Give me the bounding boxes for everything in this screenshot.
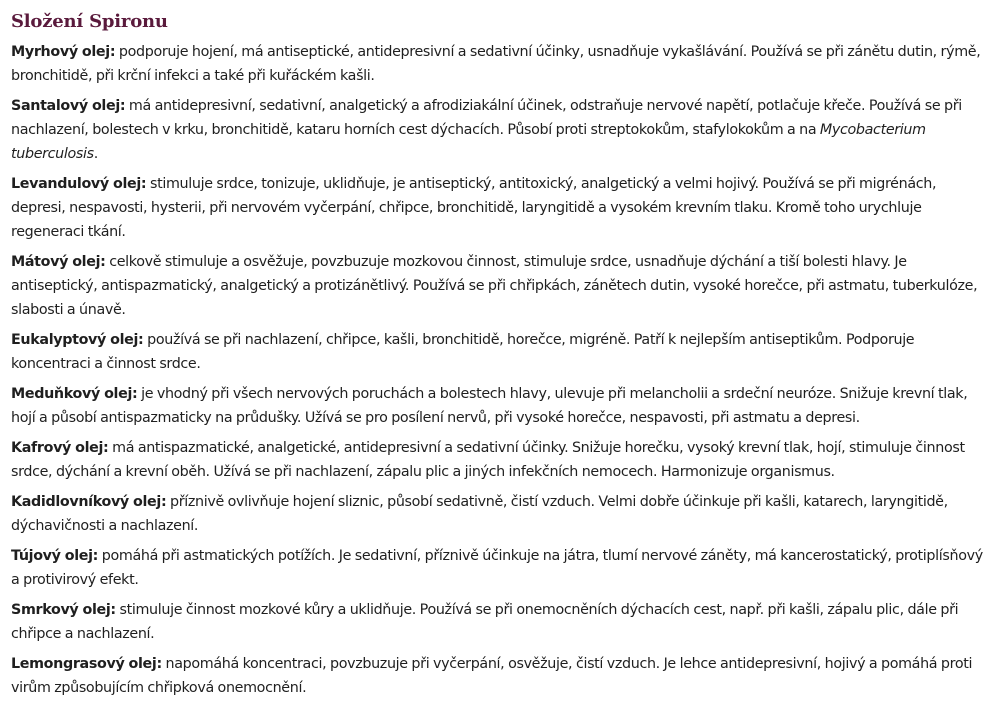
oil-name: Myrhový olej:: [11, 44, 116, 60]
oil-description: stimuluje činnost mozkové kůry a uklidňuje. Používá se při onemocněních dýchacích cest, např. při kašli, zápalu plic, dále při chřipce a nachlazení.: [11, 602, 959, 642]
oil-item-frankincense: [11, 490, 986, 538]
oil-description: má antidepresivní, sedativní, analgetický a afrodiziakální účinek, odstraňuje nervové napětí, potlačuje křeče. Používá se při nachlazení, bolestech v krku, bronchitidě, kataru horních cest dýchacích. Působí proti streptokokům, stafylokokům a na: [11, 98, 962, 138]
oil-description: pomáhá při astmatických potížích. Je sedativní, příznivě účinkuje na játra, tlumí nervové záněty, má kancerostatický, protiplísňový a protivirový efekt.: [11, 548, 983, 588]
oil-name: Tújový olej:: [11, 548, 99, 564]
oil-description: napomáhá koncentraci, povzbuzuje při vyčerpání, osvěžuje, čistí vzduch. Je lehce antidepresivní, hojivý a pomáhá proti virům způsobujícím chřipková onemocnění.: [11, 656, 973, 696]
oil-item-mint: [11, 250, 986, 322]
oil-item-sandalwood: [11, 94, 986, 166]
oil-name: Santalový olej:: [11, 98, 126, 114]
oil-description: celkově stimuluje a osvěžuje, povzbuzuje mozkovou činnost, stimuluje srdce, usnadňuje dýchání a tiší bolesti hlavy. Je antiseptický, antispazmatický, analgetický a protizánětlivý. Používá se při chřipkách, zánětech dutin, vysoké horečce, při astmatu, tuberkulóze, slabosti a únavě.: [11, 254, 978, 318]
oil-description: příznivě ovlivňuje hojení sliznic, působí sedativně, čistí vzduch. Velmi dobře účinkuje při kašli, katarech, laryngitidě, dýchavičnosti a nachlazení.: [11, 494, 948, 534]
latin-term: Mycobacterium tuberculosis: [11, 122, 926, 162]
oil-name: Levandulový olej:: [11, 176, 147, 192]
oil-description: stimuluje srdce, tonizuje, uklidňuje, je antiseptický, antitoxický, analgetický a velmi hojivý. Používá se při migrénách, depresi, nespavosti, hysterii, při nervovém vyčerpání, chřipce, bronchitidě, laryngitidě a vysokém krevním tlaku. Kromě toho urychluje regeneraci tkání.: [11, 176, 937, 240]
oil-item-myrrh: [11, 40, 986, 88]
oil-description-tail: .: [93, 146, 98, 162]
oil-name: Meduňkový olej:: [11, 386, 138, 402]
oil-name: Mátový olej:: [11, 254, 106, 270]
oil-item-lemon-balm: [11, 382, 986, 430]
oil-item-lemongrass: [11, 652, 986, 700]
oil-item-eucalyptus: [11, 328, 986, 376]
oil-name: Smrkový olej:: [11, 602, 116, 618]
oil-name: Eukalyptový olej:: [11, 332, 144, 348]
oil-item-spruce: [11, 598, 986, 646]
oil-description: je vhodný při všech nervových poruchách a bolestech hlavy, ulevuje při melancholii a srdeční neuróze. Snižuje krevní tlak, hojí a působí antispazmaticky na průdušky. Užívá se pro posílení nervů, při vysoké horečce, nespavosti, při astmatu a depresi.: [11, 386, 968, 426]
oil-item-thuja: [11, 544, 986, 592]
oil-item-camphor: [11, 436, 986, 484]
oil-description: má antispazmatické, analgetické, antidepresivní a sedativní účinky. Snižuje horečku, vysoký krevní tlak, hojí, stimuluje činnost srdce, dýchání a krevní oběh. Užívá se při nachlazení, zápalu plic a jiných infekčních nemocech. Harmonizuje organismus.: [11, 440, 965, 480]
oil-name: Kadidlovníkový olej:: [11, 494, 167, 510]
oil-item-lavender: [11, 172, 986, 244]
oil-description: podporuje hojení, má antiseptické, antidepresivní a sedativní účinky, usnadňuje vykašlávání. Používá se při zánětu dutin, rýmě, bronchitidě, při krční infekci a také při kuřáckém kašli.: [11, 44, 981, 84]
oil-description: používá se při nachlazení, chřipce, kašli, bronchitidě, horečce, migréně. Patří k nejlepším antiseptikům. Podporuje koncentraci a činnost srdce.: [11, 332, 915, 372]
oil-name: Lemongrasový olej:: [11, 656, 162, 672]
page-title: Složení Spironu: [11, 11, 168, 32]
oil-name: Kafrový olej:: [11, 440, 109, 456]
